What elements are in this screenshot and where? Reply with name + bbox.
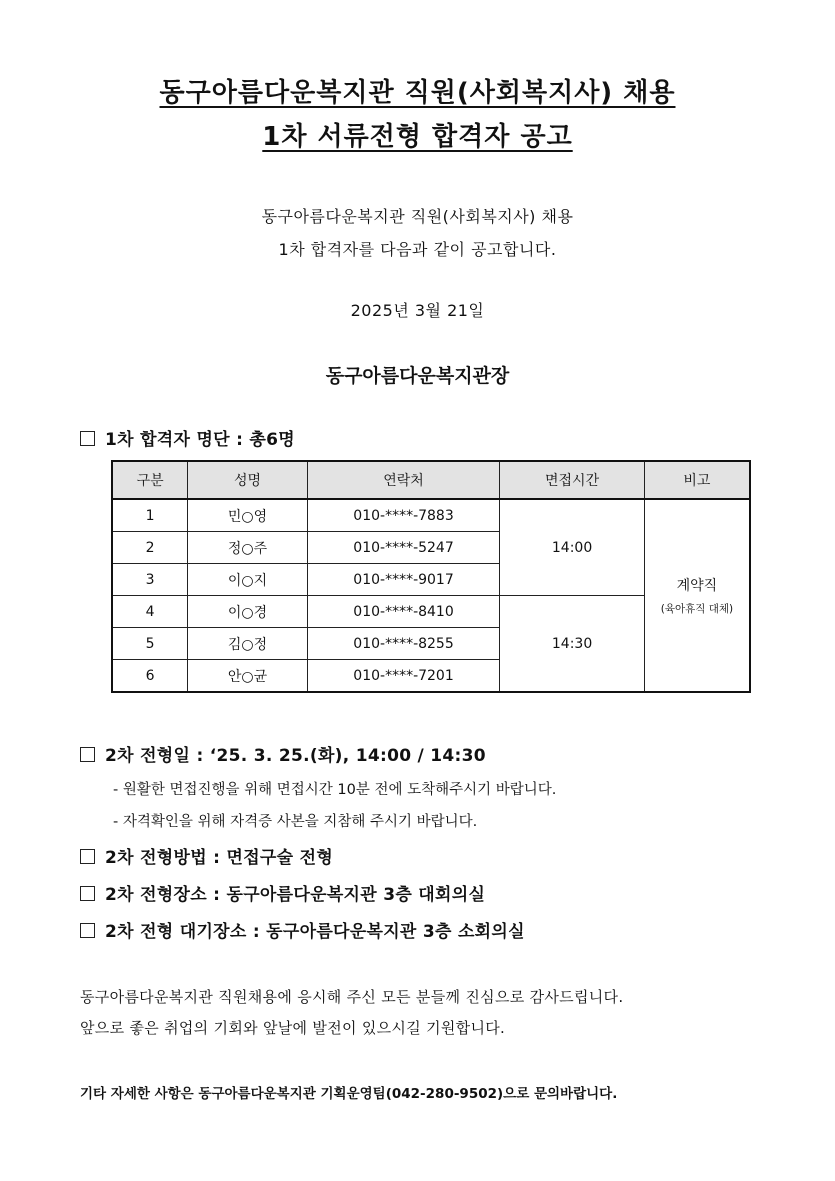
cell-name: 정○주 <box>188 532 308 564</box>
cell-phone: 010-****-7201 <box>307 660 499 693</box>
checkbox-square-icon <box>80 747 95 762</box>
cell-name: 안○균 <box>188 660 308 693</box>
second-round-method: 2차 전형방법 : 면접구술 전형 <box>80 843 333 868</box>
header-no: 구분 <box>112 461 188 499</box>
cell-no: 5 <box>112 628 188 660</box>
checkbox-square-icon <box>80 923 95 938</box>
header-remark: 비고 <box>644 461 750 499</box>
remark-sub: (육아휴직 대체) <box>660 603 734 615</box>
second-round-place: 2차 전형장소 : 동구아름다운복지관 3층 대회의실 <box>80 880 485 905</box>
checkbox-square-icon <box>80 431 95 446</box>
intro-line-1: 동구아름다운복지관 직원(사회복지사) 채용 <box>261 207 574 226</box>
cell-name: 이○지 <box>188 564 308 596</box>
cell-phone: 010-****-7883 <box>307 499 499 532</box>
note-certificate: - 자격확인을 위해 자격증 사본을 지참해 주시기 바랍니다. <box>113 814 478 830</box>
cell-interview-time-1400: 14:00 <box>500 499 645 596</box>
announcement-date: 2025년 3월 21일 <box>350 301 485 320</box>
title-line-2: 1차 서류전형 합격자 공고 <box>262 122 573 152</box>
header-name: 성명 <box>188 461 308 499</box>
cell-name: 김○정 <box>188 628 308 660</box>
closing-line-2: 앞으로 좋은 취업의 기회와 앞날에 발전이 있으시길 기원합니다. <box>80 1019 506 1037</box>
cell-phone: 010-****-8255 <box>307 628 499 660</box>
table-row <box>112 499 750 532</box>
cell-no: 1 <box>112 499 188 532</box>
cell-no: 4 <box>112 596 188 628</box>
note-arrival: - 원활한 면접진행을 위해 면접시간 10분 전에 도착해주시기 바랍니다. <box>113 782 557 798</box>
list-section-heading: 1차 합격자 명단 : 총6명 <box>80 425 295 450</box>
cell-interview-time-1430: 14:30 <box>500 596 645 693</box>
cell-phone: 010-****-8410 <box>307 596 499 628</box>
second-round-waiting-place: 2차 전형 대기장소 : 동구아름다운복지관 3층 소회의실 <box>80 917 525 942</box>
cell-no: 3 <box>112 564 188 596</box>
applicant-table <box>111 460 751 693</box>
organization-signature: 동구아름다운복지관장 <box>325 365 510 387</box>
table-header-row <box>112 461 750 499</box>
cell-name: 민○영 <box>188 499 308 532</box>
checkbox-square-icon <box>80 886 95 901</box>
header-phone: 연락처 <box>307 461 499 499</box>
cell-no: 2 <box>112 532 188 564</box>
cell-remark <box>644 499 750 692</box>
checkbox-square-icon <box>80 849 95 864</box>
title-line-1: 동구아름다운복지관 직원(사회복지사) 채용 <box>159 78 676 108</box>
cell-phone: 010-****-5247 <box>307 532 499 564</box>
contact-footer: 기타 자세한 사항은 동구아름다운복지관 기획운영팀(042-280-9502)으로 문의바랍니다. <box>80 1086 618 1102</box>
cell-name: 이○경 <box>188 596 308 628</box>
remark-main: 계약직 <box>676 578 718 594</box>
cell-no: 6 <box>112 660 188 693</box>
second-round-date: 2차 전형일 : ‘25. 3. 25.(화), 14:00 / 14:30 <box>80 741 486 766</box>
header-interview-time: 면접시간 <box>500 461 645 499</box>
closing-line-1: 동구아름다운복지관 직원채용에 응시해 주신 모든 분들께 진심으로 감사드립니다. <box>80 988 624 1006</box>
intro-line-2: 1차 합격자를 다음과 같이 공고합니다. <box>278 240 557 259</box>
cell-phone: 010-****-9017 <box>307 564 499 596</box>
